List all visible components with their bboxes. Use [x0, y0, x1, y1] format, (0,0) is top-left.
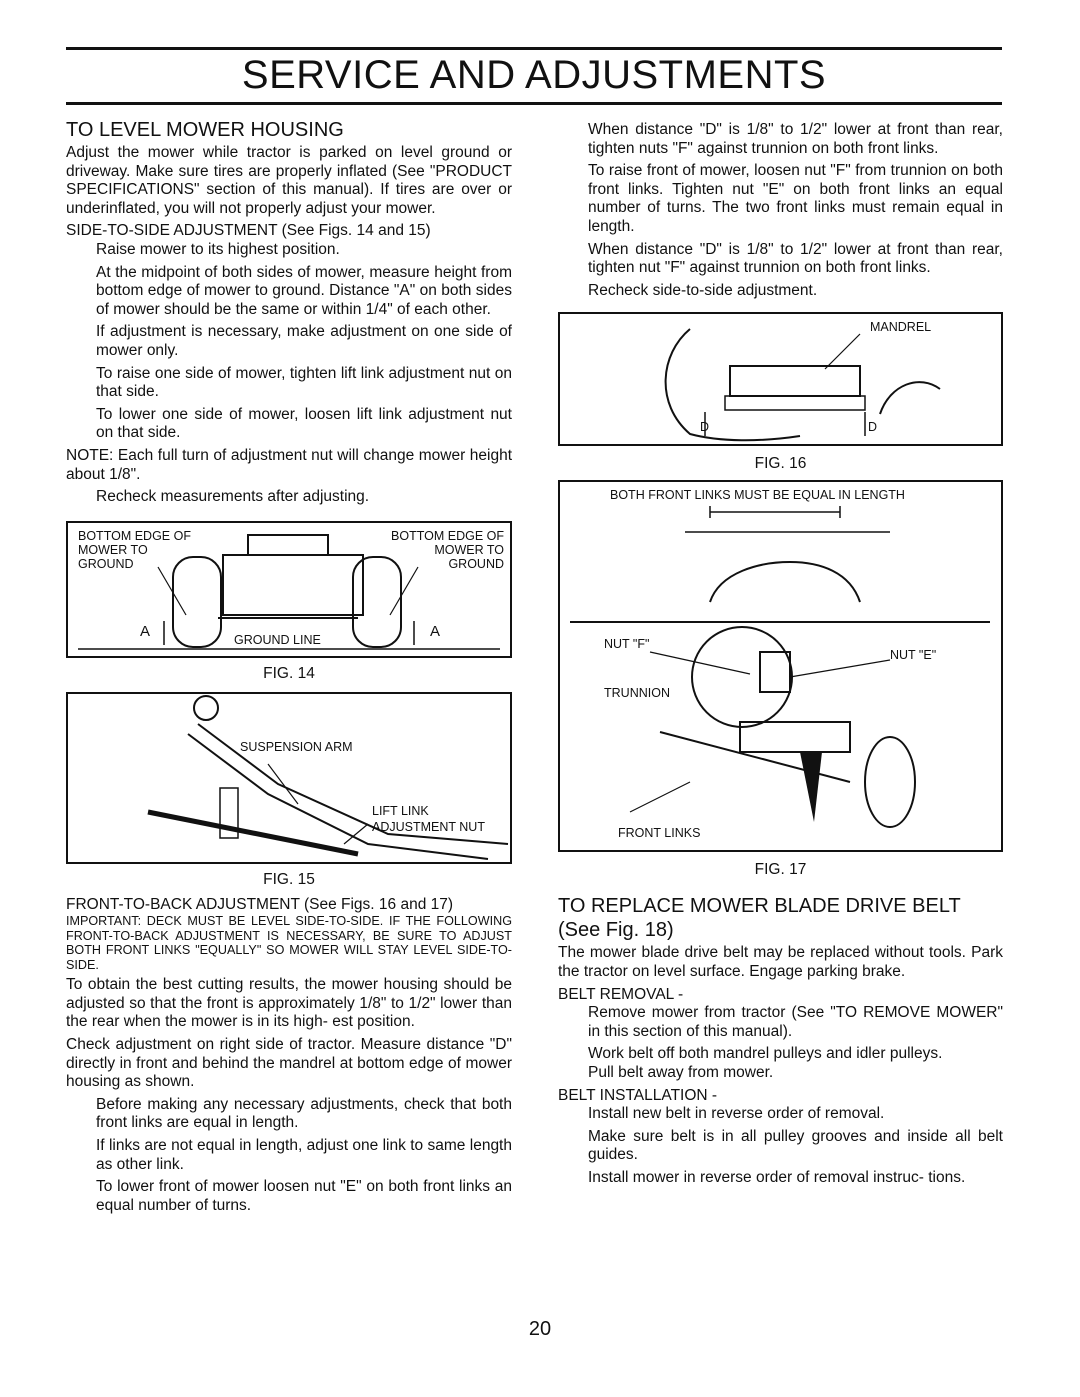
- front-step-2: If links are not equal in length, adjust one link to same length as other link.: [96, 1137, 512, 1173]
- removal-step-1: Remove mower from tractor (See "TO REMOVE MOWER" in this section of this manual).: [588, 1004, 1003, 1040]
- side-to-side-heading: SIDE-TO-SIDE ADJUSTMENT (See Figs. 14 and 15): [66, 222, 431, 240]
- fig15-caption: FIG. 15: [263, 870, 315, 888]
- side-step-4: To raise one side of mower, tighten lift link adjustment nut on that side.: [96, 364, 512, 401]
- front-step-1: Before making any necessary adjustments, check that both front links are equal in length.: [96, 1095, 512, 1132]
- section-heading-drive-belt: TO REPLACE MOWER BLADE DRIVE BELT: [558, 895, 961, 918]
- fig14-a-right: A: [430, 622, 441, 640]
- install-step-1: Install new belt in reverse order of removal.: [588, 1105, 885, 1123]
- belt-intro: The mower blade drive belt may be replaced without tools. Park the tractor on level surface. Engage parking brake.: [558, 944, 1003, 980]
- page-number: 20: [528, 1318, 552, 1340]
- cont-step-3: When distance "D" is 1/8" to 1/2" lower at front than rear, tighten nut "F" against trunnion on both front links.: [588, 240, 1003, 277]
- important-note: IMPORTANT: DECK MUST BE LEVEL SIDE-TO-SIDE. IF THE FOLLOWING FRONT-TO-BACK ADJUSTMENT IS NECESSARY, BE SURE TO ADJUST BOTH FRONT LINKS "EQUALLY" SO MOWER WILL STAY LEVEL SIDE-TO-SIDE.: [66, 914, 512, 972]
- fig16-d-left: D: [700, 420, 710, 435]
- belt-install-heading: BELT INSTALLATION -: [558, 1086, 718, 1104]
- left-column: [66, 118, 512, 1215]
- section-subheading-drive-belt: (See Fig. 18): [558, 919, 674, 942]
- fig17-nut-e: NUT "E": [890, 648, 937, 663]
- fig14-a-left: A: [140, 622, 151, 640]
- install-step-2: Make sure belt is in all pulley grooves and inside all belt guides.: [588, 1127, 1003, 1164]
- fig15-suspension-arm: SUSPENSION ARM: [240, 739, 353, 754]
- page-title: SERVICE AND ADJUSTMENTS: [241, 53, 827, 97]
- side-step-1: Raise mower to its highest position.: [96, 240, 340, 258]
- fig17-nut-f: NUT "F": [604, 637, 650, 652]
- figure-17-drawing: [560, 482, 1001, 850]
- title-rule: [66, 102, 1002, 105]
- fig16-caption: FIG. 16: [754, 455, 807, 473]
- fig17-caption: FIG. 17: [754, 861, 807, 879]
- figure-14: [66, 521, 512, 658]
- fig15-lift-link-1: LIFT LINK: [372, 803, 429, 818]
- fig15-lift-link-2: ADJUSTMENT NUT: [372, 819, 485, 834]
- front-step-3: To lower front of mower loosen nut "E" on both front links an equal number of turns.: [96, 1178, 512, 1214]
- figure-15: [66, 692, 512, 864]
- figure-16: [558, 312, 1003, 446]
- obtain-paragraph: To obtain the best cutting results, the mower housing should be adjusted so that the front is approximately 1/8" to 1/2" lower than the rear when the mower is in its high- est position.: [66, 976, 512, 1031]
- belt-removal-heading: BELT REMOVAL -: [558, 985, 684, 1003]
- intro-paragraph: Adjust the mower while tractor is parked on level ground or driveway. Make sure tires are properly inflated (See "PRODUCT SPECIFICATIONS" section of this manual). If tires are over or underinflated, you will not properly adjust your mower.: [66, 144, 512, 217]
- figure-16-drawing: [560, 314, 1001, 444]
- removal-step-2: Work belt off both mandrel pulleys and idler pulleys.: [588, 1045, 943, 1063]
- fig17-top-label: BOTH FRONT LINKS MUST BE EQUAL IN LENGTH: [610, 488, 905, 503]
- cont-step-1: When distance "D" is 1/8" to 1/2" lower at front than rear, tighten nuts "F" against trunnion on both front links.: [588, 121, 1003, 157]
- fig14-label-right: BOTTOM EDGE OF MOWER TO GROUND: [391, 528, 504, 571]
- fig17-trunnion: TRUNNION: [604, 686, 670, 701]
- recheck-paragraph: Recheck measurements after adjusting.: [96, 488, 370, 506]
- removal-step-3: Pull belt away from mower.: [588, 1063, 774, 1081]
- front-to-back-heading: FRONT-TO-BACK ADJUSTMENT (See Figs. 16 and 17): [66, 895, 454, 913]
- fig14-ground-line: GROUND LINE: [234, 632, 321, 647]
- side-step-3: If adjustment is necessary, make adjustment on one side of mower only.: [96, 323, 512, 359]
- cont-step-2: To raise front of mower, loosen nut "F" from trunnion on both front links. Tighten nut "E" on both front links an equal number of turns. The two front links must remain equal in length.: [588, 162, 1003, 235]
- check-paragraph: Check adjustment on right side of tractor. Measure distance "D" directly in front and behind the mandrel at bottom edge of mower housing as shown.: [66, 1036, 512, 1091]
- fig16-mandrel: MANDREL: [870, 320, 932, 335]
- fig14-label-left: BOTTOM EDGE OF MOWER TO GROUND: [78, 528, 191, 571]
- figure-15-drawing: [68, 694, 510, 862]
- cont-step-4: Recheck side-to-side adjustment.: [588, 281, 818, 299]
- section-heading-level-mower: TO LEVEL MOWER HOUSING: [66, 119, 344, 141]
- side-step-5: To lower one side of mower, loosen lift link adjustment nut on that side.: [96, 405, 512, 442]
- note-paragraph: NOTE: Each full turn of adjustment nut will change mower height about 1/8".: [66, 446, 512, 483]
- fig16-d-right: D: [868, 420, 878, 435]
- install-step-3: Install mower in reverse order of removal instruc- tions.: [588, 1168, 966, 1186]
- fig14-caption: FIG. 14: [263, 664, 315, 682]
- right-column: [558, 121, 1003, 1187]
- figure-17: [558, 480, 1003, 852]
- fig17-front-links: FRONT LINKS: [618, 826, 701, 841]
- side-step-2: At the midpoint of both sides of mower, measure height from bottom edge of mower to ground. Distance "A" on both sides of mower should be the same or within 1/4" of each other.: [96, 263, 512, 318]
